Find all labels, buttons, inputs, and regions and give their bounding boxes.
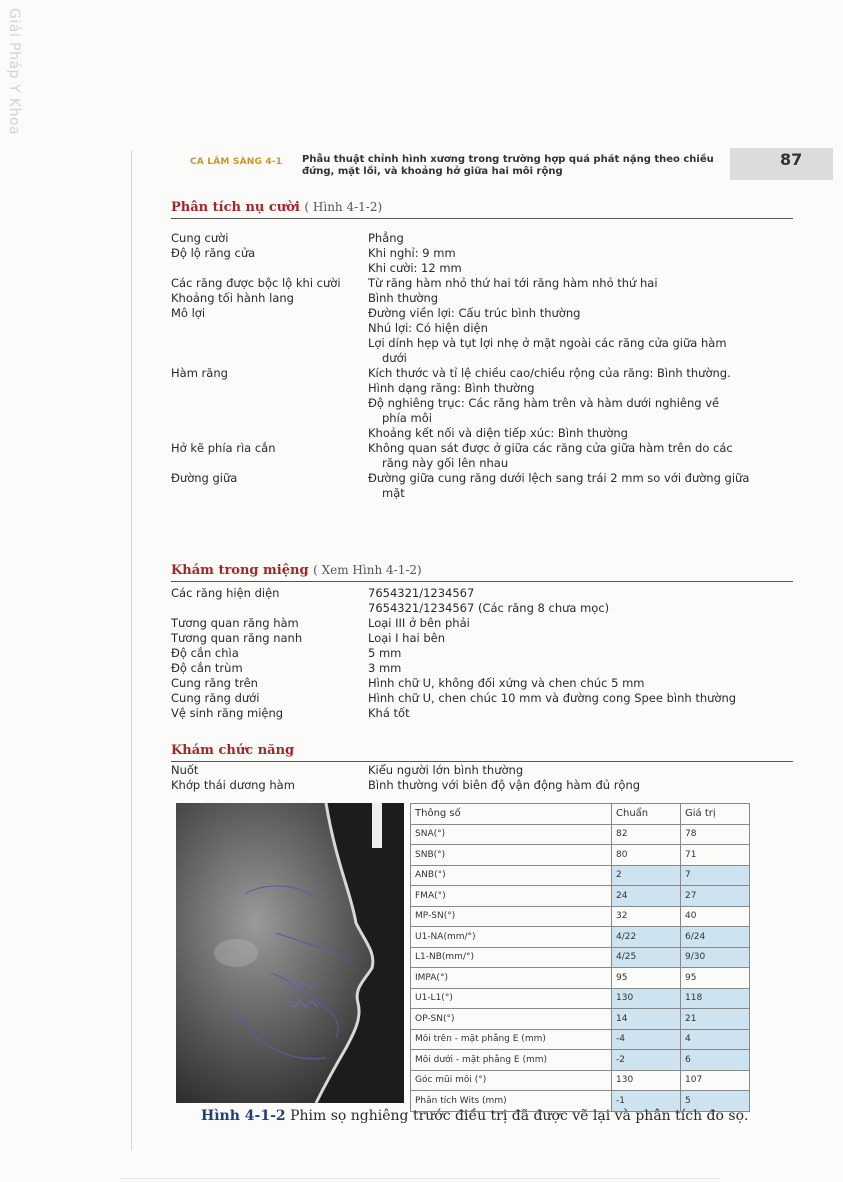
table-cell-value: 6/24 — [681, 927, 750, 948]
table-row — [411, 906, 750, 927]
cephalometric-table-body — [411, 824, 750, 1111]
list-item — [171, 291, 793, 306]
row-label: Cung răng trên — [171, 676, 258, 690]
row-value — [368, 291, 793, 306]
table-cell-value: 6 — [681, 1050, 750, 1071]
table-row — [411, 845, 750, 866]
row-value — [368, 616, 793, 631]
row-label: Hở kẽ phía rìa cắn — [171, 441, 276, 455]
list-item — [171, 646, 793, 661]
row-value-line: 5 mm — [368, 646, 402, 660]
row-value-line: Bình thường với biên độ vận động hàm đủ rộng — [368, 778, 641, 792]
table-cell-norm: 80 — [612, 845, 681, 866]
col-header-param: Thông số — [411, 804, 612, 825]
table-header-row — [411, 804, 750, 825]
table-row — [411, 865, 750, 886]
table-cell-param: ANB(°) — [411, 865, 612, 886]
table-cell-norm: -4 — [612, 1029, 681, 1050]
row-value-line: Nhú lợi: Có hiện diện — [368, 321, 488, 335]
col-header-value: Giá trị — [681, 804, 750, 825]
row-value — [368, 366, 793, 441]
table-cell-param: IMPA(°) — [411, 968, 612, 989]
table-row — [411, 988, 750, 1009]
table-cell-value: 7 — [681, 865, 750, 886]
row-value-line: Phẳng — [368, 231, 404, 245]
row-value-line: Loại III ở bên phải — [368, 616, 470, 630]
table-cell-norm: -1 — [612, 1091, 681, 1112]
row-value-line: Loại I hai bên — [368, 631, 446, 645]
smile-heading-ref: ( Hình 4-1-2) — [304, 200, 383, 214]
row-label: Cung cười — [171, 231, 229, 245]
row-label: Độ cắn chìa — [171, 646, 239, 660]
case-label: CA LÂM SÀNG 4-1 — [190, 157, 283, 167]
list-item — [171, 586, 793, 616]
row-value — [368, 676, 793, 691]
oral-heading-text: Khám trong miệng — [171, 563, 309, 578]
oral-heading-ref: ( Xem Hình 4-1-2) — [313, 563, 422, 577]
row-value — [368, 706, 793, 721]
oral-exam-heading — [171, 563, 793, 582]
row-value-line: Khoảng kết nối và diện tiếp xúc: Bình thường — [368, 426, 628, 440]
table-row — [411, 947, 750, 968]
row-label: Nuốt — [171, 763, 199, 777]
row-value-line: Từ răng hàm nhỏ thứ hai tới răng hàm nhỏ thứ hai — [368, 276, 658, 290]
table-cell-norm: 130 — [612, 988, 681, 1009]
row-value-line: Đường giữa cung răng dưới lệch sang trái 2 mm so với đường giữa — [368, 471, 750, 485]
table-row — [411, 886, 750, 907]
list-item — [171, 706, 793, 721]
table-row — [411, 927, 750, 948]
row-value-line: 7654321/1234567 — [368, 586, 475, 600]
row-label: Độ lộ răng cửa — [171, 246, 256, 260]
row-value — [368, 306, 793, 366]
cephalometric-table — [410, 803, 750, 1112]
row-label: Các răng được bộc lộ khi cười — [171, 276, 341, 290]
table-cell-norm: 4/22 — [612, 927, 681, 948]
table-cell-param: SNA(°) — [411, 824, 612, 845]
list-item — [171, 676, 793, 691]
table-cell-value: 95 — [681, 968, 750, 989]
row-value-line: Hình chữ U, không đối xứng và chen chúc 5 mm — [368, 676, 645, 690]
table-cell-norm: 32 — [612, 906, 681, 927]
table-cell-norm: 95 — [612, 968, 681, 989]
row-label: Tương quan răng nanh — [171, 631, 303, 645]
table-cell-param: SNB(°) — [411, 845, 612, 866]
row-value — [368, 646, 793, 661]
row-value-line: Lợi dính hẹp và tụt lợi nhẹ ở mặt ngoài các răng cửa giữa hàm — [368, 336, 727, 350]
table-cell-norm: 130 — [612, 1070, 681, 1091]
row-value-line: Kích thước và tỉ lệ chiều cao/chiều rộng của răng: Bình thường. — [368, 366, 731, 380]
row-value-line: Khá tốt — [368, 706, 410, 720]
row-label: Khoảng tối hành lang — [171, 291, 294, 305]
col-header-norm: Chuẩn — [612, 804, 681, 825]
table-row — [411, 1070, 750, 1091]
table-cell-value: 107 — [681, 1070, 750, 1091]
row-value-line: Khi cười: 12 mm — [368, 261, 462, 275]
list-item — [171, 631, 793, 646]
list-item — [171, 616, 793, 631]
table-cell-value: 40 — [681, 906, 750, 927]
row-label: Hàm răng — [171, 366, 228, 380]
list-item — [171, 778, 793, 793]
function-heading-text: Khám chức năng — [171, 743, 295, 758]
row-value — [368, 586, 793, 616]
row-value — [368, 691, 793, 706]
row-value — [368, 231, 793, 246]
row-value — [368, 778, 793, 793]
table-cell-param: U1-NA(mm/°) — [411, 927, 612, 948]
figure-caption-text: Phim sọ nghiêng trước điều trị đã được vẽ lại và phân tích đo sọ. — [285, 1108, 749, 1124]
table-cell-param: MP-SN(°) — [411, 906, 612, 927]
figure — [176, 803, 751, 1106]
page-header — [190, 149, 730, 189]
case-title: Phẫu thuật chỉnh hình xương trong trường hợp quá phát nặng theo chiều đứng, mặt lồi, và khoảng hở giữa hai môi rộng — [302, 154, 714, 177]
row-value-line: 7654321/1234567 (Các răng 8 chưa mọc) — [368, 601, 610, 615]
oral-rows — [171, 586, 793, 721]
figure-caption — [201, 1108, 801, 1124]
table-cell-norm: 82 — [612, 824, 681, 845]
row-label: Tương quan răng hàm — [171, 616, 299, 630]
page-number: 87 — [780, 150, 803, 169]
table-cell-value: 5 — [681, 1091, 750, 1112]
table-cell-param: L1-NB(mm/°) — [411, 947, 612, 968]
row-value-line: Kiểu người lớn bình thường — [368, 763, 524, 777]
row-value — [368, 631, 793, 646]
xray-illustration — [176, 803, 404, 1103]
list-item — [171, 471, 793, 501]
list-item — [171, 231, 793, 246]
row-label: Vệ sinh răng miệng — [171, 706, 284, 720]
table-cell-norm: 4/25 — [612, 947, 681, 968]
table-row — [411, 1009, 750, 1030]
row-value-line: mặt — [382, 486, 405, 500]
list-item — [171, 691, 793, 706]
row-value-line: Bình thường — [368, 291, 439, 305]
table-cell-param: Góc mũi môi (°) — [411, 1070, 612, 1091]
margin-rule — [131, 150, 132, 1150]
function-exam-heading — [171, 743, 793, 762]
watermark: Giải Pháp Y Khoa — [6, 8, 22, 136]
smile-heading-text: Phân tích nụ cười — [171, 200, 300, 215]
row-value — [368, 276, 793, 291]
oral-exam-section — [171, 563, 793, 721]
table-cell-value: 9/30 — [681, 947, 750, 968]
row-value-line: dưới — [382, 351, 407, 365]
table-cell-value: 71 — [681, 845, 750, 866]
row-value — [368, 763, 793, 778]
row-label: Độ cắn trùm — [171, 661, 243, 675]
row-value-line: 3 mm — [368, 661, 402, 675]
table-cell-value: 4 — [681, 1029, 750, 1050]
smile-rows — [171, 231, 793, 501]
row-value-line: Không quan sát được ở giữa các răng cửa giữa hàm trên do các — [368, 441, 733, 455]
row-label: Các răng hiện diện — [171, 586, 280, 600]
table-cell-param: U1-L1(°) — [411, 988, 612, 1009]
row-value-line: Đường viền lợi: Cấu trúc bình thường — [368, 306, 581, 320]
row-value — [368, 471, 793, 501]
table-row — [411, 1050, 750, 1071]
list-item — [171, 276, 793, 291]
row-value-line: răng này gối lên nhau — [382, 456, 509, 470]
row-label: Khớp thái dương hàm — [171, 778, 295, 792]
cephalometric-xray-image — [176, 803, 404, 1103]
table-cell-norm: 24 — [612, 886, 681, 907]
table-cell-value: 78 — [681, 824, 750, 845]
row-value — [368, 661, 793, 676]
table-cell-param: FMA(°) — [411, 886, 612, 907]
smile-analysis-section — [171, 200, 793, 501]
table-row — [411, 824, 750, 845]
list-item — [171, 763, 793, 778]
list-item — [171, 441, 793, 471]
smile-analysis-heading — [171, 200, 793, 219]
list-item — [171, 306, 793, 366]
table-cell-param: Môi dưới - mặt phẳng E (mm) — [411, 1050, 612, 1071]
row-label: Mô lợi — [171, 306, 206, 320]
row-value-line: phía môi — [382, 411, 432, 425]
table-cell-param: OP-SN(°) — [411, 1009, 612, 1030]
function-exam-section — [171, 743, 793, 793]
table-cell-norm: 14 — [612, 1009, 681, 1030]
list-item — [171, 366, 793, 441]
row-value-line: Độ nghiêng trục: Các răng hàm trên và hàm dưới nghiêng về — [368, 396, 720, 410]
list-item — [171, 661, 793, 676]
table-cell-param: Phân tích Wits (mm) — [411, 1091, 612, 1112]
row-label: Đường giữa — [171, 471, 238, 485]
table-cell-value: 27 — [681, 886, 750, 907]
row-label: Cung răng dưới — [171, 691, 260, 705]
table-cell-value: 21 — [681, 1009, 750, 1030]
row-value-line: Hình chữ U, chen chúc 10 mm và đường cong Spee bình thường — [368, 691, 737, 705]
row-value — [368, 246, 793, 276]
table-cell-value: 118 — [681, 988, 750, 1009]
table-cell-param: Môi trên - mặt phẳng E (mm) — [411, 1029, 612, 1050]
figure-caption-label: Hình 4-1-2 — [201, 1108, 286, 1124]
table-cell-norm: -2 — [612, 1050, 681, 1071]
bottom-rule — [120, 1178, 720, 1179]
table-row — [411, 1029, 750, 1050]
table-cell-norm: 2 — [612, 865, 681, 886]
row-value-line: Khi nghỉ: 9 mm — [368, 246, 456, 260]
list-item — [171, 246, 793, 276]
row-value — [368, 441, 793, 471]
table-row — [411, 968, 750, 989]
function-rows — [171, 763, 793, 793]
row-value-line: Hình dạng răng: Bình thường — [368, 381, 535, 395]
